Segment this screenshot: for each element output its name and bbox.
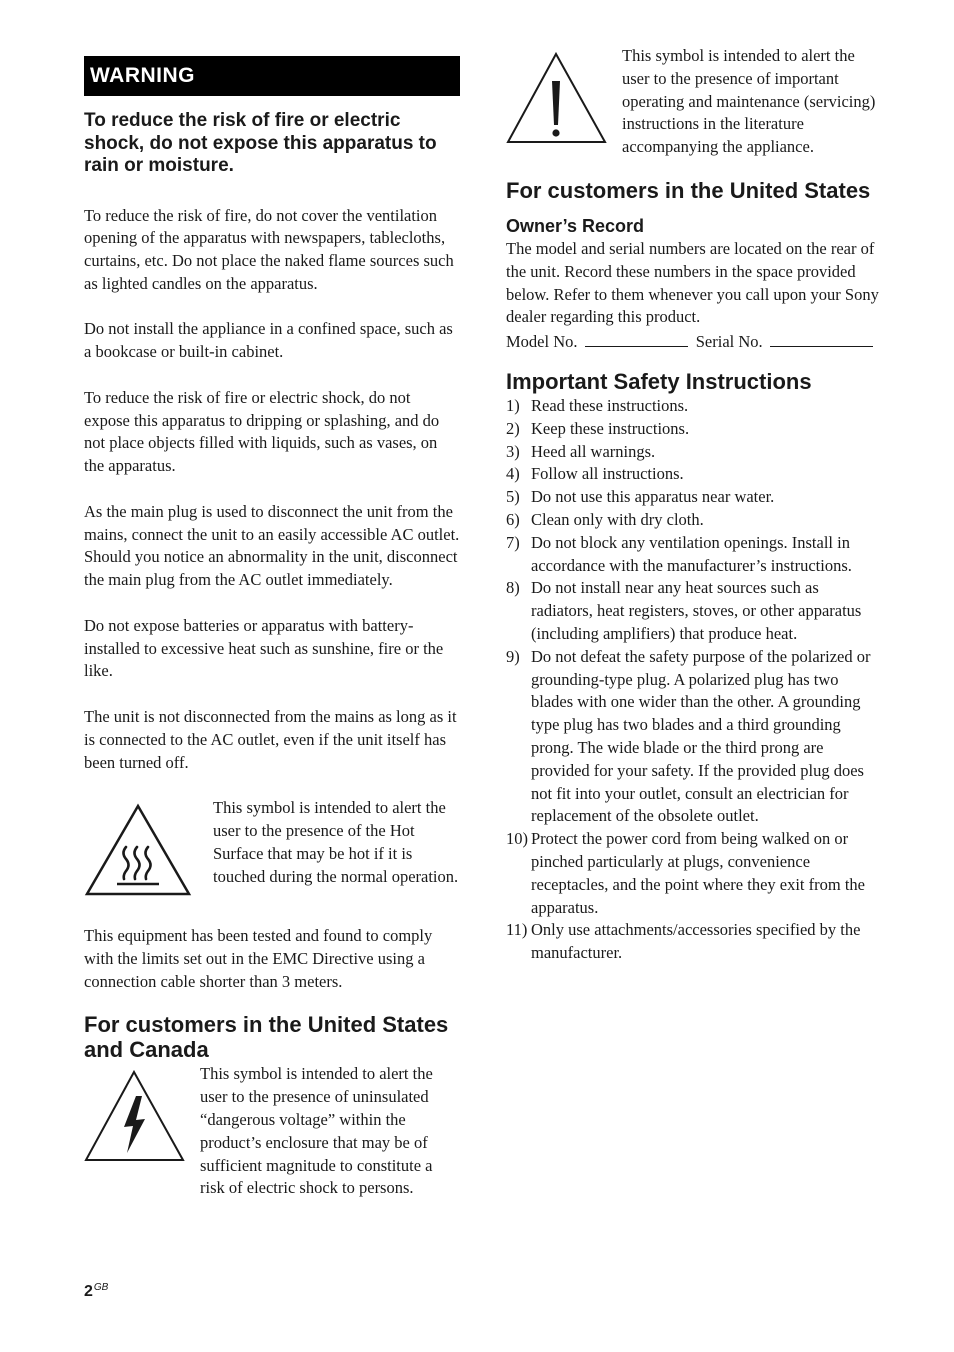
list-item: 10) Protect the power cord from being walked on or pinched particularly at plugs, convenience receptacles, and the point where they exit from the apparatus. [506,829,865,917]
list-item: 7) Do not block any ventilation openings. Install in accordance with the manufacturer’s instructions. [506,532,852,575]
paragraph-main-plug: As the main plug is used to disconnect the unit from the mains, connect the unit to an easily accessible AC outlet. Should you notice an abnormality in the unit, disconnect the main plug from the AC outlet immediately. [84,501,460,590]
serial-number-blank[interactable] [770,329,873,347]
paragraph-dripping: To reduce the risk of fire or electric shock, do not expose this apparatus to dripping or splashing, and do not place objects filled with liquids, such as vases, on the apparatus. [84,387,440,476]
left-column [84,56,460,1200]
list-item: 8) Do not install near any heat sources such as radiators, heat registers, stoves, or other apparatus (including amplifiers) that produce heat. [506,578,862,643]
hot-surface-text: This symbol is intended to alert the user to the presence of the Hot Surface that may be hot if it is touched during the normal operation. [213,798,459,886]
list-item: 6) Clean only with dry cloth. [506,509,704,529]
us-canada-heading: For customers in the United States and Canada [84,1012,449,1063]
page-number: $2^{GB}$ [84,1282,109,1300]
list-item: 3) Heed all warnings. [506,441,656,461]
list-item: 9) Do not defeat the safety purpose of the polarized or grounding-type plug. A polarized plug has two blades with one wider than the other. A grounding type plug has two blades and a third grounding prong. The wide blade or the third prong are provided for your safety. If the provided plug does not fit into your outlet, consult an electrician for replacement of the obsolete outlet. [506,646,871,826]
list-item: 11) Only use attachments/accessories specified by the manufacturer. [506,920,861,963]
warning-title: WARNING [84,56,460,96]
voltage-text: This symbol is intended to alert the user to the presence of uninsulated “dangerous voltage” within the product’s enclosure that may be of sufficient magnitude to constitute a risk of electric shock to persons. [200,1064,433,1198]
voltage-block [84,1063,460,1200]
paragraph-mains: The unit is not disconnected from the mains as long as it is connected to the AC outlet, even if the unit itself has been turned off. [84,707,457,772]
hot-surface-block [84,797,460,902]
exclamation-text: This symbol is intended to alert the user to the presence of important operating and maintenance (servicing) instructions in the literature accompanying the appliance. [622,46,876,157]
exclamation-icon [506,45,622,150]
paragraph-batteries: Do not expose batteries or apparatus with battery-installed to excessive heat such as sunshine, fire or the like. [84,615,444,681]
paragraph-confined-space: Do not install the appliance in a confined space, such as a bookcase or built-in cabinet. [84,319,453,362]
list-item: 2) Keep these instructions. [506,418,690,438]
right-column [506,45,884,965]
lightning-icon [84,1063,200,1168]
exclamation-block [506,45,884,159]
page-suffix: GB [93,1282,109,1293]
emc-text: This equipment has been tested and found to comply with the limits set out in the EMC Directive using a connection cable shorter than 3 meters. [84,926,433,991]
us-heading: For customers in the United States [506,177,871,203]
serial-label: Serial No. [695,332,763,352]
paragraph-ventilation: To reduce the risk of fire, do not cover the ventilation opening of the apparatus with newspapers, tablecloths, curtains, etc. Do not place the naked flame sources such as lighted candles on the apparatus. [84,205,454,293]
model-label: Model No. [506,332,578,352]
list-item: 5) Do not use this apparatus near water. [506,487,775,507]
safety-instructions-list [506,395,884,965]
hot-surface-icon [84,797,213,902]
list-item: 1) Read these instructions. [506,395,689,415]
list-item: 4) Follow all instructions. [506,464,684,484]
model-number-blank[interactable] [585,329,688,347]
warning-lead: To reduce the risk of fire or electric shock, do not expose this apparatus to rain or moisture. [84,110,437,176]
model-serial-line [506,329,884,354]
safety-heading: Important Safety Instructions [506,368,812,394]
owners-record-text: The model and serial numbers are located on the rear of the unit. Record these numbers in the space provided below. Refer to them whenever you call upon your Sony dealer regarding this product. [506,238,879,327]
owners-record-heading: Owner’s Record [506,215,645,236]
